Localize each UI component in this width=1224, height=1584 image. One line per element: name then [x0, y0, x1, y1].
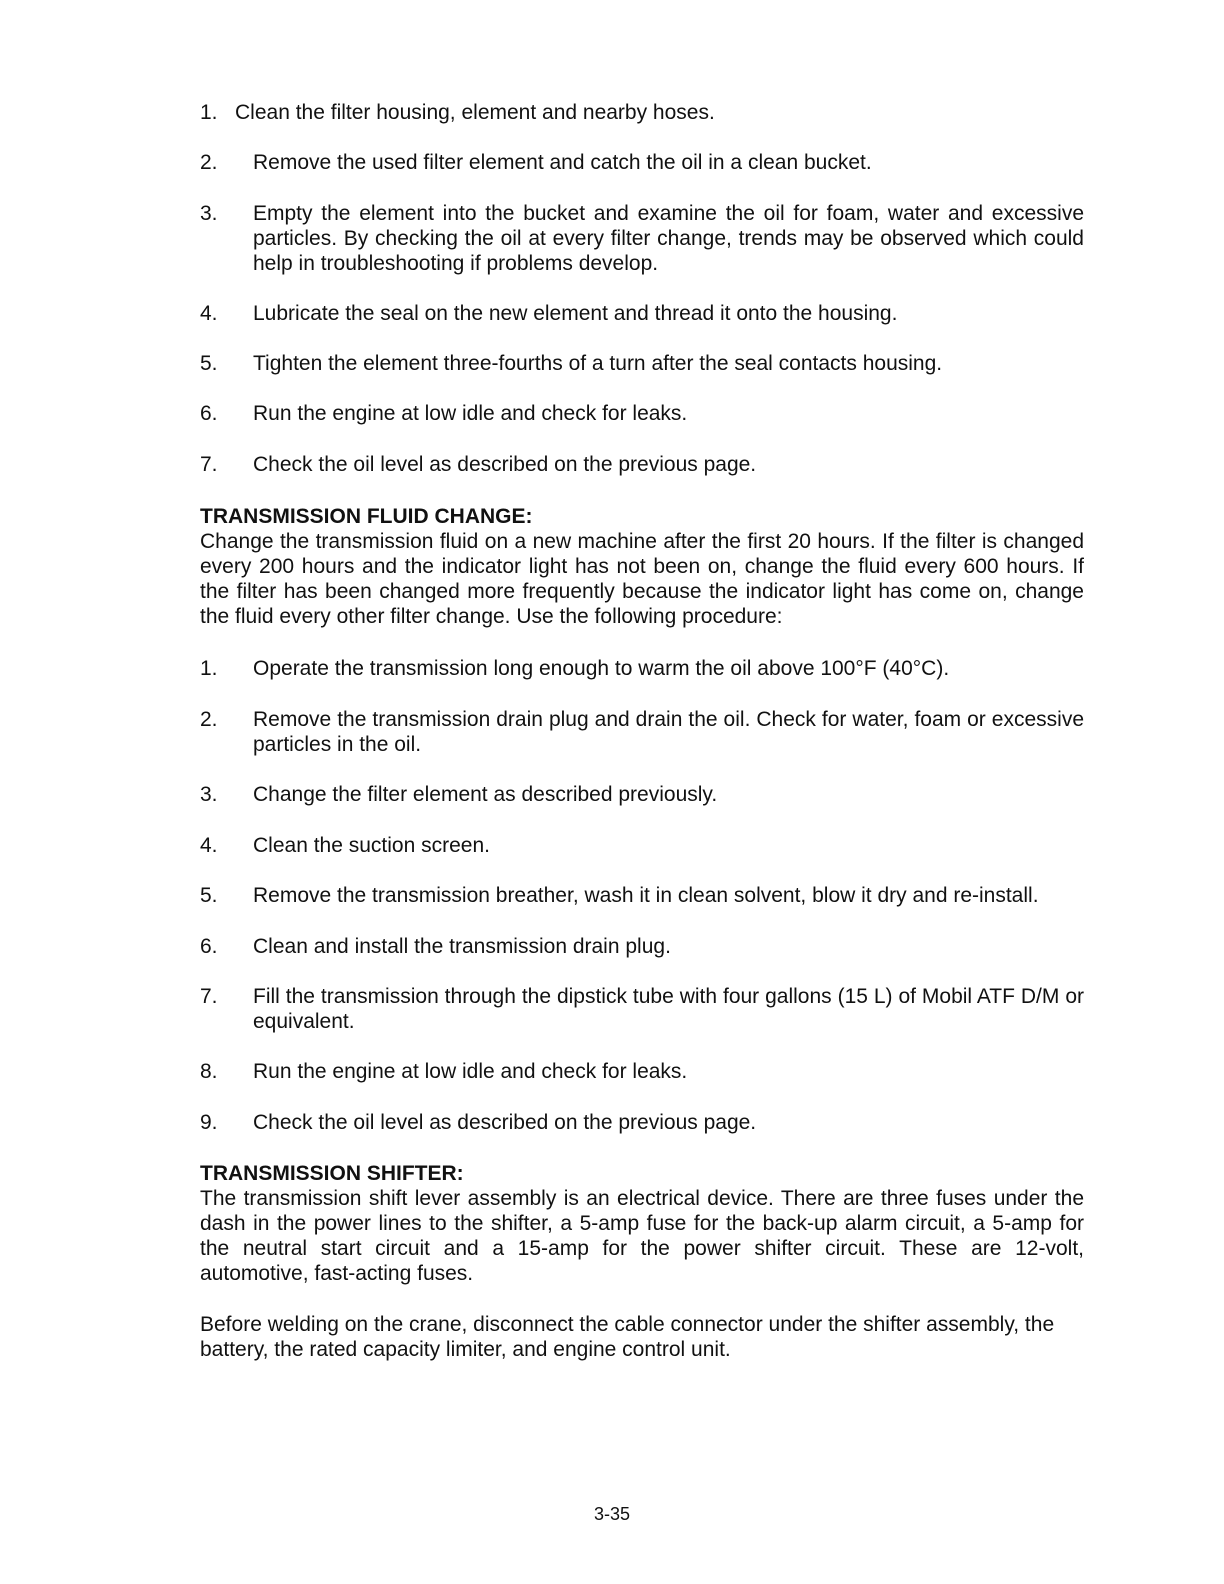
list-number: 3. — [200, 202, 218, 225]
list-item — [200, 833, 1084, 858]
list-number: 4. — [200, 834, 218, 857]
list-item — [200, 1110, 1084, 1135]
list-text: Operate the transmission long enough to warm the oil above 100°F (40°C). — [253, 657, 950, 680]
list-number: 7. — [200, 453, 218, 476]
section-heading-fluid-change: TRANSMISSION FLUID CHANGE: — [200, 505, 533, 528]
list-number: 2. — [200, 708, 218, 731]
list-number: 1. — [200, 657, 218, 680]
list-text: Check the oil level as described on the previous page. — [253, 1111, 757, 1134]
list-item — [200, 707, 1084, 757]
list-text: Remove the transmission drain plug and drain the oil. Check for water, foam or excessive particles in the oil. — [253, 708, 1084, 756]
list-text: Tighten the element three-fourths of a turn after the seal contacts housing. — [253, 352, 943, 375]
list-item — [200, 150, 1084, 175]
list-text: Lubricate the seal on the new element and thread it onto the housing. — [253, 302, 898, 325]
shifter-paragraph-2: Before welding on the crane, disconnect the cable connector under the shifter assembly, the battery, the rated capacity limiter, and engine control unit. — [200, 1313, 1055, 1361]
list-item — [200, 301, 1084, 326]
list-item — [200, 351, 1084, 376]
list-text: Run the engine at low idle and check for leaks. — [253, 1060, 688, 1083]
list-text: Clean and install the transmission drain plug. — [253, 935, 671, 958]
list-item — [200, 100, 1084, 125]
list-item — [200, 201, 1084, 276]
list-item — [200, 984, 1084, 1034]
list-item — [200, 401, 1084, 426]
list-text: Change the filter element as described previously. — [253, 783, 718, 806]
list-text: Remove the used filter element and catch the oil in a clean bucket. — [253, 151, 872, 174]
list-number: 6. — [200, 935, 218, 958]
list-number: 8. — [200, 1060, 218, 1083]
shifter-paragraph-1: The transmission shift lever assembly is an electrical device. There are three fuses under the dash in the power lines to the shifter, a 5-amp fuse for the back-up alarm circuit, a 5-amp for the neutral start circuit and a 15-amp for the power shifter circuit. These are 12-volt, automotive, fast-acting fuses. — [200, 1187, 1084, 1285]
list-text: Fill the transmission through the dipstick tube with four gallons (15 L) of Mobil ATF D/M or equivalent. — [253, 985, 1084, 1033]
list-number: 6. — [200, 402, 218, 425]
list-text: Clean the filter housing, element and nearby hoses. — [235, 101, 715, 124]
page-number: 3-35 — [593, 1504, 631, 1524]
list-number: 3. — [200, 783, 218, 806]
fluid-change-intro: Change the transmission fluid on a new machine after the first 20 hours. If the filter is changed every 200 hours and the indicator light has not been on, change the fluid every 600 hours. If the filter has been changed more frequently because the indicator light has come on, change the fluid every other filter change. Use the following procedure: — [200, 530, 1084, 628]
list-number: 5. — [200, 352, 218, 375]
list-item — [200, 1059, 1084, 1084]
list-item — [200, 934, 1084, 959]
list-number: 1. — [200, 101, 218, 124]
section-heading-shifter: TRANSMISSION SHIFTER: — [200, 1162, 464, 1185]
list-text: Clean the suction screen. — [253, 834, 490, 857]
list-text: Run the engine at low idle and check for leaks. — [253, 402, 688, 425]
list-number: 9. — [200, 1111, 218, 1134]
list-number: 4. — [200, 302, 218, 325]
list-number: 7. — [200, 985, 218, 1008]
list-number: 5. — [200, 884, 218, 907]
list-item — [200, 883, 1084, 908]
list-text: Empty the element into the bucket and examine the oil for foam, water and excessive particles. By checking the oil at every filter change, trends may be observed which could help in troubleshooting if problems develop. — [253, 202, 1084, 275]
list-text: Remove the transmission breather, wash it in clean solvent, blow it dry and re-install. — [253, 884, 1039, 907]
list-number: 2. — [200, 151, 218, 174]
list-text: Check the oil level as described on the previous page. — [253, 453, 757, 476]
list-item — [200, 656, 1084, 681]
list-item — [200, 452, 1084, 477]
list-item — [200, 782, 1084, 807]
